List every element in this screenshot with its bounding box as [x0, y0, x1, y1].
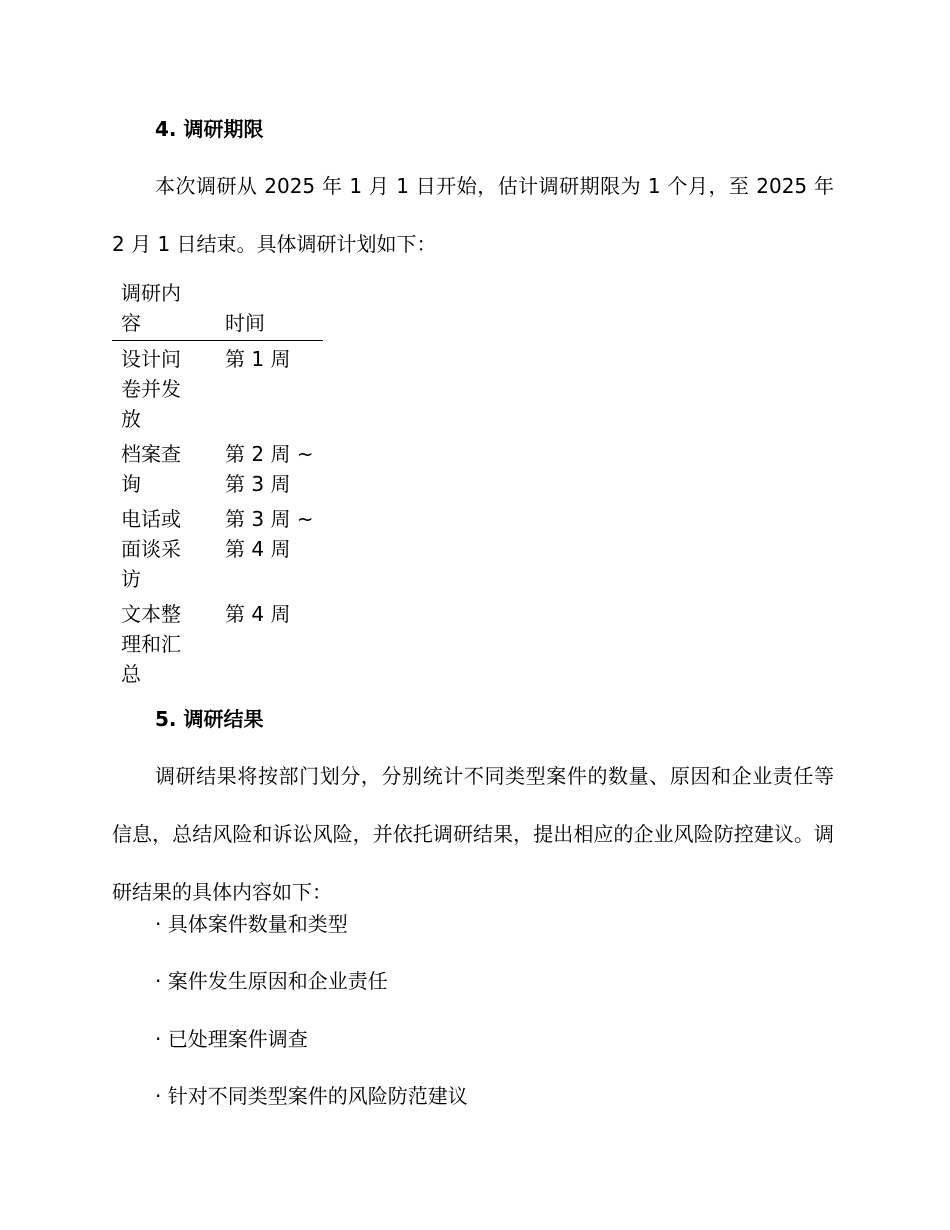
table-cell-content: 文本整理和汇总: [121, 602, 181, 686]
section-5-heading: 5. 调研结果: [155, 707, 264, 731]
table-cell-time: 第 1 周: [225, 347, 291, 371]
table-row: [112, 596, 323, 691]
research-plan-table: [112, 278, 323, 691]
table-row: [112, 436, 323, 501]
bullet-item: · 已处理案件调查: [155, 1027, 308, 1051]
section-4-heading: 4. 调研期限: [155, 117, 264, 141]
section-4-paragraph: 本次调研从 2025 年 1 月 1 日开始，估计调研期限为 1 个月，至 2025 年 2 月 1 日结束。具体调研计划如下：: [112, 174, 834, 256]
table-cell-content: 电话或面谈采访: [121, 507, 181, 591]
table-cell-content: 设计问卷并发放: [121, 347, 181, 431]
section-5-paragraph: 调研结果将按部门划分，分别统计不同类型案件的数量、原因和企业责任等信息，总结风险和诉讼风险，并依托调研结果，提出相应的企业风险防控建议。调研结果的具体内容如下：: [112, 764, 834, 904]
table-cell-time: 第 4 周: [225, 602, 291, 626]
table-row: [112, 341, 323, 437]
table-row: [112, 501, 323, 596]
table-cell-time: 第 2 周 ~ 第 3 周: [225, 442, 314, 496]
table-header-content: 调研内容: [121, 281, 181, 335]
bullet-item: · 具体案件数量和类型: [155, 912, 348, 936]
table-cell-content: 档案查询: [121, 442, 181, 496]
bullet-item: · 针对不同类型案件的风险防范建议: [155, 1084, 468, 1108]
table-header-row: [112, 278, 323, 341]
table-cell-time: 第 3 周 ~ 第 4 周: [225, 507, 314, 561]
bullet-item: · 案件发生原因和企业责任: [155, 969, 388, 993]
table-header-time: 时间: [225, 311, 265, 335]
